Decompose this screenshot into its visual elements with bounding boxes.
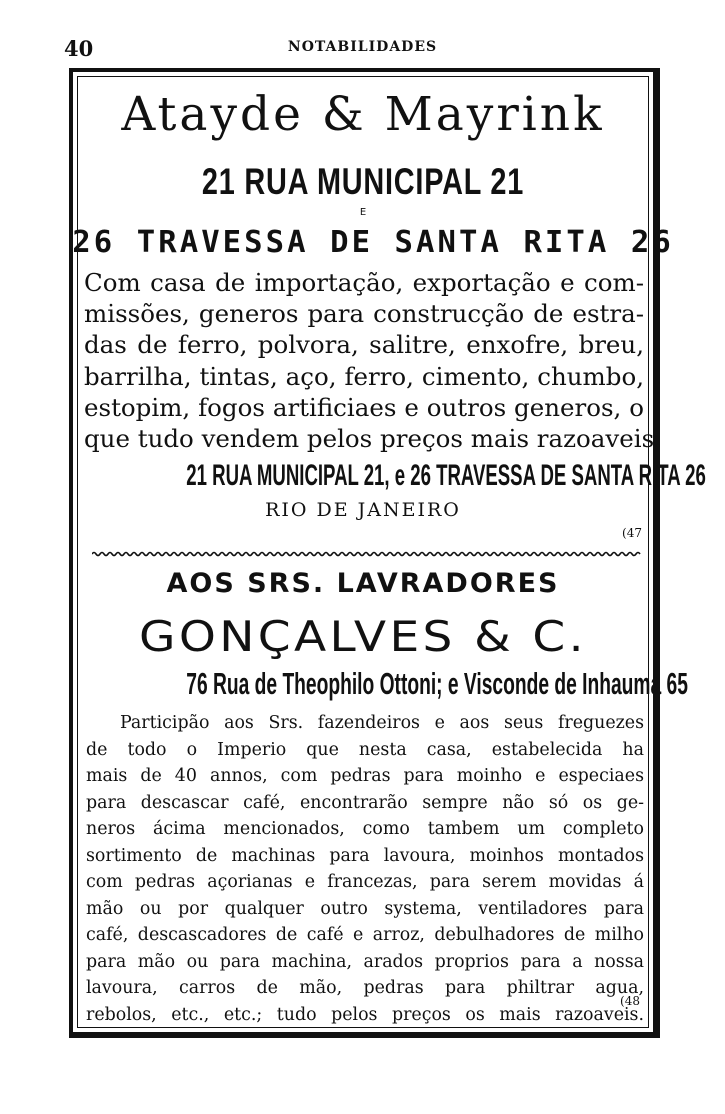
page-number: 40 — [64, 36, 94, 61]
body-line: Participão aos Srs. fazendeiros e aos seus freguezes — [120, 713, 644, 733]
ad-reference: (48 — [620, 994, 640, 1008]
advertisement-body — [84, 267, 662, 454]
address-line: 76 Rua de Theophilo Ottoni; e Visconde de Inhauma 65 — [186, 666, 688, 701]
city: RIO DE JANEIRO — [265, 499, 461, 521]
address-conjunction: E — [359, 207, 367, 218]
address-line-municipal: 21 RUA MUNICIPAL 21 — [201, 161, 525, 202]
body-line: com pedras açorianas e francezas, para serem movidas á — [86, 872, 644, 892]
body-line: lavoura, carros de mão, pedras para philtrar agua, — [86, 978, 644, 998]
body-line: sortimento de machinas para lavoura, moinhos montados — [86, 845, 644, 866]
body-line: de todo o Imperio que nesta casa, estabelecida ha — [86, 739, 644, 760]
body-line: mão ou por qualquer outro systema, ventiladores para — [86, 898, 644, 919]
advertisement-heading: AOS SRS. LAVRADORES — [166, 568, 560, 599]
advertisement-frame — [69, 68, 706, 1038]
body-line: mais de 40 annos, com pedras para moinho e especiaes — [86, 766, 644, 786]
address-summary: 21 RUA MUNICIPAL 21, e 26 TRAVESSA DE SANTA RITA 26 — [186, 459, 706, 492]
address-line-santa-rita: 26 TRAVESSA DE SANTA RITA 26 — [72, 225, 674, 260]
running-title: NOTABILIDADES — [287, 39, 438, 55]
body-line: café, descascadores de café e arroz, debulhadores de milho — [86, 925, 644, 945]
body-line: barrilha, tintas, aço, ferro, cimento, chumbo, — [84, 361, 644, 391]
body-line: para descascar café, encontrarão sempre não só os ge- — [86, 792, 644, 813]
body-line: estopim, fogos artificiaes e outros generos, o — [84, 392, 644, 422]
advertisement-frame-inner — [72, 76, 706, 1028]
wavy-divider — [92, 551, 642, 555]
body-line: Com casa de importação, exportação e com- — [84, 268, 644, 297]
advertisement-body — [86, 710, 644, 1028]
firm-name: GONÇALVES & C. — [139, 612, 587, 661]
advertisement-goncalves — [78, 558, 688, 1028]
body-line: missões, generos para construcção de estra- — [84, 299, 644, 329]
advertisement-atayde-mayrink — [72, 77, 706, 542]
wavy-divider-line — [92, 551, 657, 557]
body-line: que tudo vendem pelos preços mais razoaveis. — [84, 424, 662, 454]
body-line: neros ácima mencionados, como tambem um completo — [86, 819, 644, 839]
body-line: rebolos, etc., etc.; tudo pelos preços os mais razoaveis. — [86, 1004, 644, 1025]
body-line: das de ferro, polvora, salitre, enxofre, breu, — [84, 330, 644, 360]
ad-reference: (47 — [622, 526, 642, 540]
firm-name: Atayde & Mayrink — [121, 87, 605, 142]
body-line: para mão ou para machina, arados proprios para a nossa — [86, 951, 644, 972]
